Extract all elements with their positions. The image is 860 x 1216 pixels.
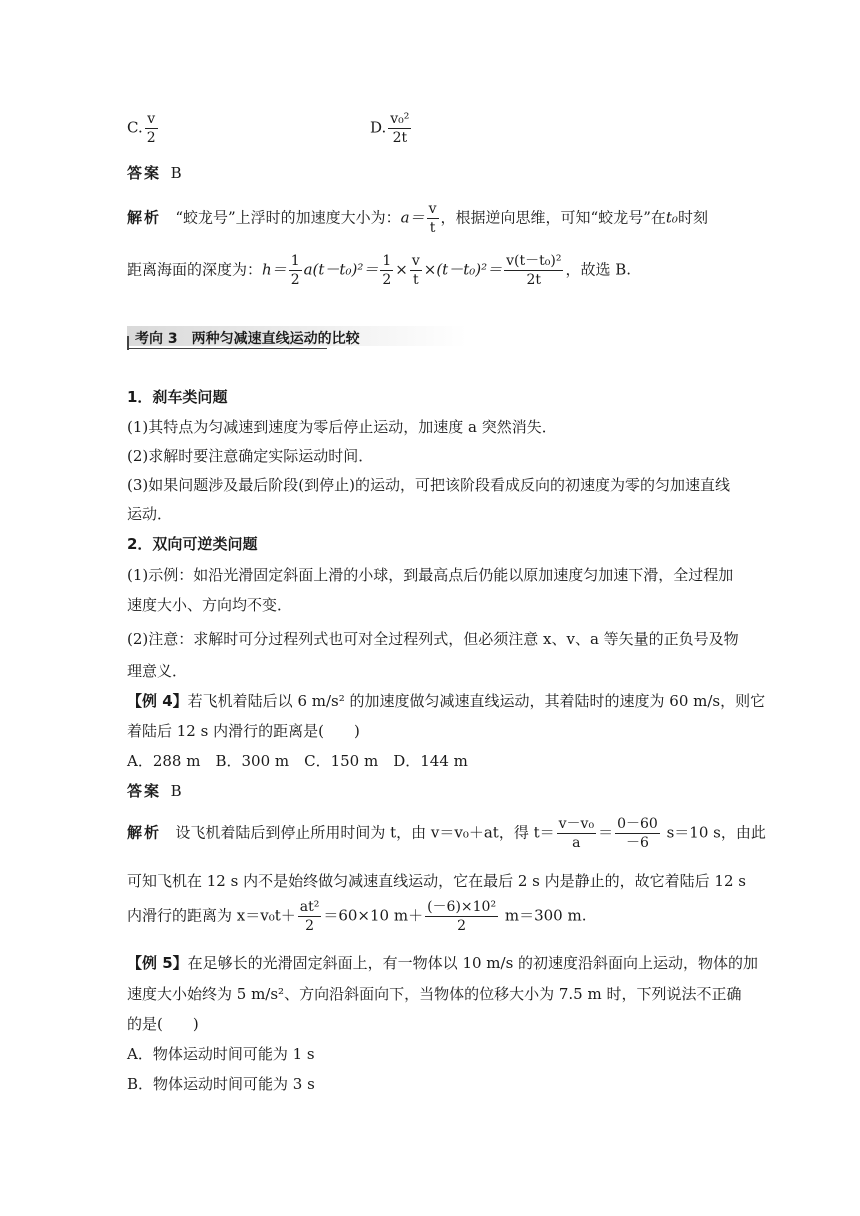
fraction-denominator: 2 bbox=[382, 272, 392, 288]
analysis-text: “蛟龙号”上浮时的加速度大小为： bbox=[175, 208, 401, 227]
section-title: 考向 3 两种匀减速直线运动的比较 bbox=[135, 331, 360, 347]
fraction-numerator: v bbox=[411, 253, 420, 269]
fraction-time bbox=[557, 815, 596, 852]
analysis-1-line-1 bbox=[127, 200, 708, 237]
answer-label: 答案 bbox=[127, 164, 162, 182]
fraction-distance bbox=[425, 898, 498, 935]
fraction-half bbox=[380, 252, 393, 289]
option-a: A．物体运动时间可能为 1 s bbox=[127, 1045, 315, 1063]
example-4-options: A．288 m B．300 m C．150 m D．144 m bbox=[127, 752, 468, 770]
option-d-label: D. bbox=[370, 118, 387, 137]
analysis-1-line-2 bbox=[127, 252, 631, 289]
analysis-label: 解析 bbox=[127, 823, 162, 842]
option-d-fraction bbox=[388, 110, 411, 147]
analysis-text: ，根据逆向思维，可知“蛟龙号”在 bbox=[440, 208, 666, 227]
paragraph: (1)其特点为匀减速到速度为零后停止运动，加速度 a 突然消失． bbox=[127, 418, 557, 436]
question-text: 着陆后 12 s 内滑行的距离是( ) bbox=[127, 722, 360, 740]
option-d-numerator: v₀² bbox=[390, 111, 410, 127]
formula-equals: ＝ bbox=[598, 823, 614, 842]
option-c-numerator: v bbox=[145, 110, 158, 129]
analysis-text: m＝300 m. bbox=[504, 906, 587, 925]
section-heading-underline bbox=[127, 348, 327, 349]
fraction-denominator: 2 bbox=[457, 918, 467, 934]
paragraph: (3)如果问题涉及最后阶段(到停止)的运动，可把该阶段看成反向的初速度为零的匀加速直线 bbox=[127, 476, 730, 494]
answer-value: B bbox=[170, 782, 182, 800]
option-d-denominator: 2t bbox=[392, 130, 408, 146]
formula-a: a＝ bbox=[400, 208, 425, 227]
analysis-2-line-1 bbox=[127, 815, 766, 852]
formula-expr: a(t－t₀)²＝ bbox=[303, 260, 379, 279]
heading-reversible: 2．双向可逆类问题 bbox=[127, 535, 258, 553]
question-text: 速度大小始终为 5 m/s²、方向沿斜面向下，当物体的位移大小为 7.5 m 时，下列说法不正确 bbox=[127, 985, 742, 1003]
analysis-text: 内滑行的距离为 x＝v₀t＋ bbox=[127, 906, 296, 925]
fraction-denominator: －6 bbox=[625, 835, 649, 851]
paragraph: 速度大小、方向均不变． bbox=[127, 596, 293, 614]
section-heading bbox=[127, 326, 467, 350]
answer-label: 答案 bbox=[127, 782, 162, 800]
formula-expr: ×(t－t₀)²＝ bbox=[423, 260, 503, 279]
fraction-numerator: (－6)×10² bbox=[427, 899, 497, 915]
fraction-denominator: 2 bbox=[305, 918, 314, 934]
option-b: B．物体运动时间可能为 3 s bbox=[127, 1075, 315, 1093]
fraction-v-over-t bbox=[427, 200, 439, 237]
analysis-2-line-3 bbox=[127, 898, 586, 935]
option-d bbox=[370, 110, 413, 147]
paragraph: 理意义． bbox=[127, 662, 188, 680]
question-text: 若飞机着陆后以 6 m/s² 的加速度做匀减速直线运动，其着陆时的速度为 60 m/s，则它 bbox=[187, 692, 766, 710]
fraction-v-over-t bbox=[410, 252, 422, 289]
fraction-half bbox=[289, 252, 302, 289]
fraction-numerator: v(t－t₀)² bbox=[506, 253, 562, 269]
paragraph: (2)求解时要注意确定实际运动时间． bbox=[127, 447, 374, 465]
fraction-denominator: a bbox=[572, 835, 581, 851]
formula-times: × bbox=[395, 260, 408, 279]
analysis-2-line-2: 可知飞机在 12 s 内不是始终做匀减速直线运动，它在最后 2 s 内是静止的，故它着陆后 12 s bbox=[127, 872, 746, 890]
analysis-text: 距离海面的深度为： bbox=[127, 260, 263, 279]
fraction-numerator: 0－60 bbox=[617, 816, 658, 832]
paragraph: (1)示例：如沿光滑固定斜面上滑的小球，到最高点后仍能以原加速度匀加速下滑，全过程加 bbox=[127, 566, 734, 584]
fraction-denominator: t bbox=[412, 272, 419, 288]
formula-h: h＝ bbox=[262, 260, 287, 279]
formula-t0: t₀ bbox=[665, 208, 678, 227]
fraction-time-value bbox=[615, 815, 660, 852]
question-text: 在足够长的光滑固定斜面上，有一物体以 10 m/s 的初速度沿斜面向上运动，物体的加 bbox=[187, 954, 759, 972]
fraction-numerator: v－v₀ bbox=[558, 816, 595, 832]
fraction-denominator: t bbox=[429, 220, 436, 236]
fraction-result bbox=[504, 252, 563, 289]
analysis-text: ，故选 B. bbox=[565, 260, 631, 279]
analysis-text: 设飞机着陆后到停止所用时间为 t，由 v＝v₀＋at，得 t＝ bbox=[175, 823, 555, 842]
fraction-numerator: 1 bbox=[290, 253, 300, 269]
analysis-text: ＝60×10 m＋ bbox=[323, 906, 424, 925]
analysis-text: 时刻 bbox=[677, 208, 708, 227]
fraction-numerator: v bbox=[428, 201, 437, 217]
fraction-at2 bbox=[298, 898, 322, 935]
example-4-question bbox=[127, 690, 765, 711]
analysis-text: s＝10 s，由此 bbox=[666, 823, 766, 842]
answer-2 bbox=[127, 780, 182, 801]
fraction-denominator: 2t bbox=[526, 272, 542, 288]
option-c-fraction bbox=[145, 110, 158, 147]
analysis-label: 解析 bbox=[127, 208, 162, 227]
fraction-numerator: 1 bbox=[382, 253, 392, 269]
fraction-numerator: at² bbox=[299, 899, 320, 915]
option-c-denominator: 2 bbox=[146, 130, 156, 146]
option-c bbox=[127, 110, 160, 147]
question-text: 的是( ) bbox=[127, 1015, 199, 1033]
heading-braking: 1．刹车类问题 bbox=[127, 388, 228, 406]
option-c-label: C. bbox=[127, 118, 143, 137]
answer-value: B bbox=[170, 164, 182, 182]
paragraph: 运动． bbox=[127, 505, 173, 523]
example-tag: 【例 4】 bbox=[127, 692, 188, 710]
paragraph: (2)注意：求解时可分过程列式也可对全过程列式，但必须注意 x、v、a 等矢量的正负号及物 bbox=[127, 630, 739, 648]
example-5-question bbox=[127, 952, 758, 973]
fraction-denominator: 2 bbox=[290, 272, 300, 288]
answer-1 bbox=[127, 162, 182, 183]
example-tag: 【例 5】 bbox=[127, 954, 188, 972]
